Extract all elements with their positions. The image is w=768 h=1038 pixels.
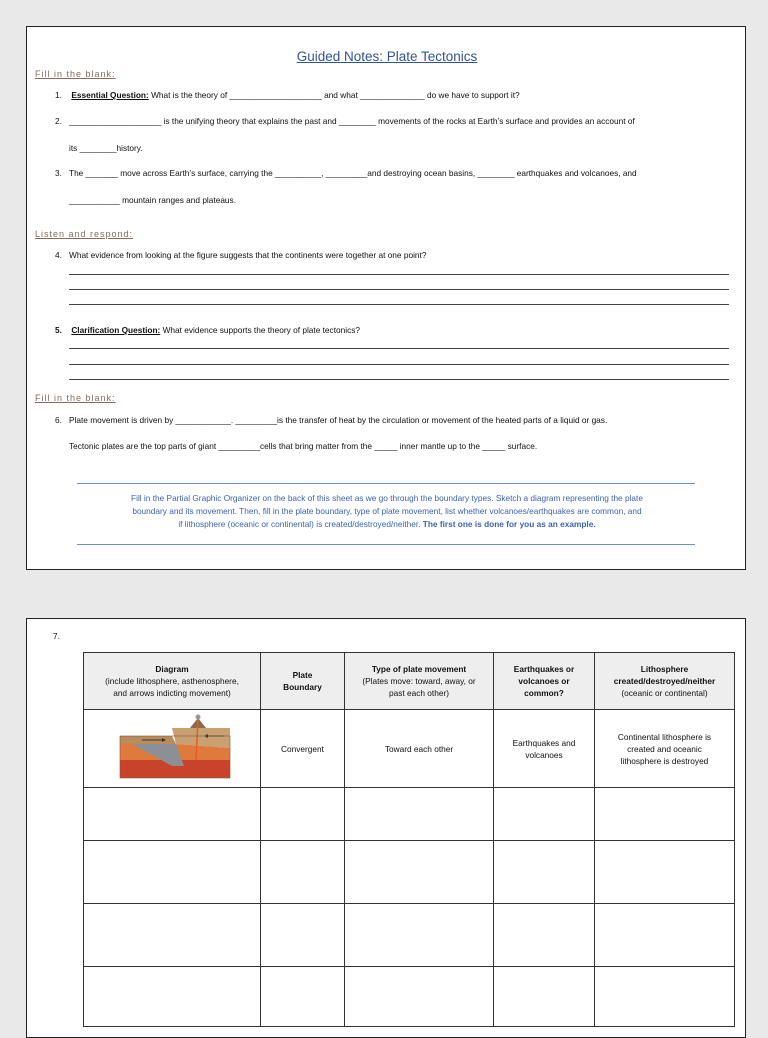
question-4: 4. What evidence from looking at the figure suggests that the continents were together at one point? [55, 250, 427, 260]
blank-cell[interactable] [84, 841, 261, 904]
table-row-blank [84, 967, 735, 1027]
blank-cell[interactable] [494, 788, 595, 841]
question-1: 1. Essential Question: What is the theory of ____________________ and what ______________ do we have to support it? [55, 90, 520, 100]
worksheet-page-2 [26, 618, 746, 1038]
blank-cell[interactable] [595, 788, 735, 841]
blank-cell[interactable] [494, 904, 595, 967]
question-3-cont: ___________ mountain ranges and plateaus. [69, 195, 236, 205]
blank-cell[interactable] [345, 788, 494, 841]
answer-line[interactable] [69, 348, 729, 349]
note-divider-top [77, 483, 695, 484]
section-label-listen: Listen and respond: [35, 229, 134, 239]
table-row-blank [84, 904, 735, 967]
header-diagram: Diagram (include lithosphere, asthenosphere, and arrows indicting movement) [84, 653, 261, 710]
instruction-note: Fill in the Partial Graphic Organizer on the back of this sheet as we go through the boundary types. Sketch a diagram representing the plate boundary and its movement. Then, fill in the plate boundary, type of plate movement, list whether volcanoes/earthquakes are common, and if lithosphere (oceanic or continental) is created/destroyed/neither. The first one is done for you as an example. [131, 493, 643, 529]
table-row-example [84, 710, 735, 788]
header-lithosphere: Lithosphere created/destroyed/neither (oceanic or continental) [595, 653, 735, 710]
example-movement: Toward each other [345, 710, 494, 788]
question-6-cont: Tectonic plates are the top parts of giant _________cells that bring matter from the _____ inner mantle up to the _____ surface. [69, 441, 538, 451]
question-5: 5. Clarification Question: What evidence supports the theory of plate tectonics? [55, 325, 360, 335]
graphic-organizer-table [83, 652, 735, 1027]
blank-cell[interactable] [84, 967, 261, 1027]
essential-question-label: Essential Question: [71, 90, 149, 100]
question-7-number: 7. [53, 631, 60, 641]
question-2: 2. ____________________ is the unifying theory that explains the past and ________ movements of the rocks at Earth’s surface and provides an account of [55, 116, 635, 126]
blank-cell[interactable] [84, 904, 261, 967]
blank-cell[interactable] [595, 841, 735, 904]
section-label-fill-in-2: Fill in the blank: [35, 393, 116, 403]
blank-cell[interactable] [261, 841, 345, 904]
note-divider-bottom [77, 544, 695, 545]
convergent-boundary-diagram [112, 714, 232, 780]
example-boundary: Convergent [261, 710, 345, 788]
blank-cell[interactable] [494, 967, 595, 1027]
answer-line[interactable] [69, 289, 729, 290]
section-label-fill-in: Fill in the blank: [35, 69, 116, 79]
question-6: 6. Plate movement is driven by ____________. _________is the transfer of heat by the circulation or movement of the heated parts of a liquid or gas. [55, 415, 608, 425]
question-3: 3. The _______ move across Earth’s surface, carrying the __________, _________and destroying ocean basins, ________ earthquakes and volcanoes, and [55, 168, 637, 178]
page-title: Guided Notes: Plate Tectonics [296, 49, 478, 64]
answer-line[interactable] [69, 304, 729, 305]
table-row-blank [84, 788, 735, 841]
answer-line[interactable] [69, 364, 729, 365]
blank-cell[interactable] [345, 967, 494, 1027]
blank-cell[interactable] [595, 904, 735, 967]
blank-cell[interactable] [345, 841, 494, 904]
blank-cell[interactable] [595, 967, 735, 1027]
answer-line[interactable] [69, 274, 729, 275]
blank-cell[interactable] [494, 841, 595, 904]
example-earthquakes: Earthquakes and volcanoes [494, 710, 595, 788]
blank-cell[interactable] [261, 967, 345, 1027]
clarification-question-label: Clarification Question: [71, 325, 161, 335]
header-movement: Type of plate movement (Plates move: toward, away, or past each other) [345, 653, 494, 710]
table-header-row [84, 653, 735, 710]
table-row-blank [84, 841, 735, 904]
header-earthquakes: Earthquakes or volcanoes or common? [494, 653, 595, 710]
question-2-cont: its ________history. [69, 143, 143, 153]
blank-cell[interactable] [84, 788, 261, 841]
example-diagram-cell [84, 710, 261, 788]
worksheet-page-1 [26, 26, 746, 570]
blank-cell[interactable] [261, 904, 345, 967]
answer-line[interactable] [69, 379, 729, 380]
example-lithosphere: Continental lithosphere is created and oceanic lithosphere is destroyed [595, 710, 735, 788]
header-plate-boundary: Plate Boundary [261, 653, 345, 710]
blank-cell[interactable] [345, 904, 494, 967]
blank-cell[interactable] [261, 788, 345, 841]
